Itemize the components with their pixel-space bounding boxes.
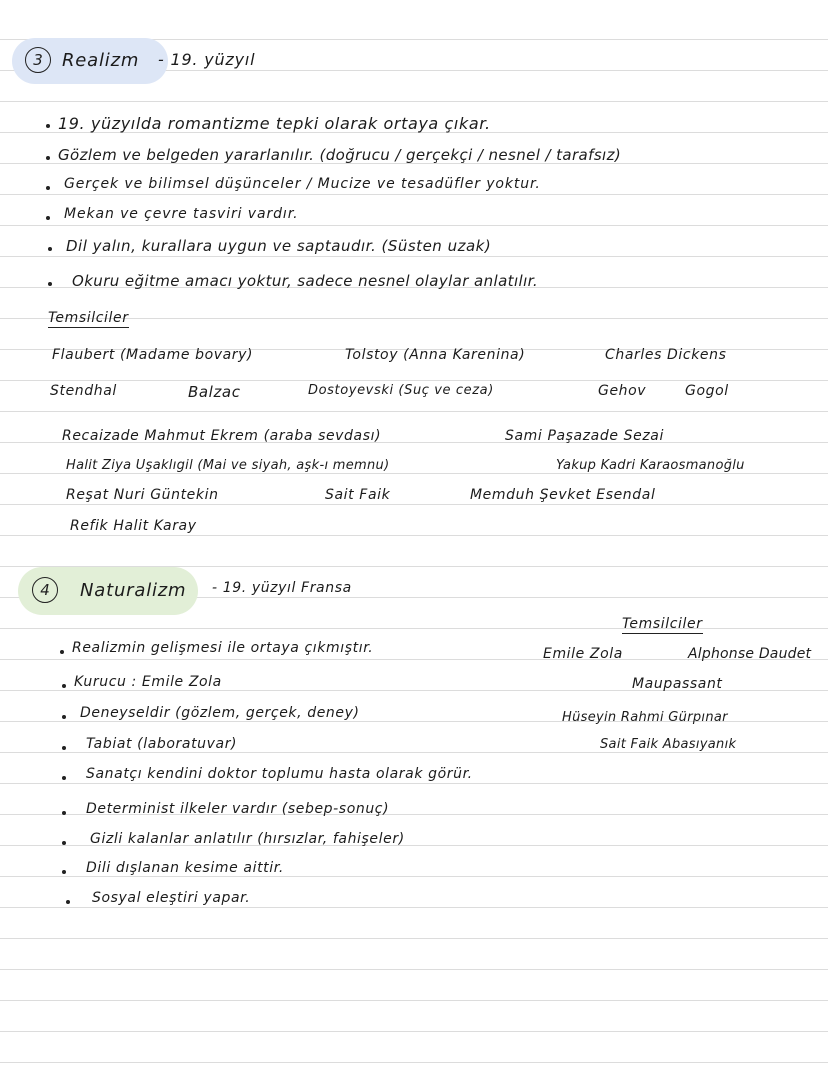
bullet-dot — [48, 247, 52, 251]
section-4-bullet-9: Sosyal eleştiri yapar. — [92, 890, 251, 906]
representative: Recaizade Mahmut Ekrem (araba sevdası) — [62, 428, 382, 444]
representative: Refik Halit Karay — [70, 518, 197, 534]
section-3-bullet-4: Mekan ve çevre tasviri vardır. — [64, 206, 299, 222]
section-3-bullet-2: Gözlem ve belgeden yararlanılır. (doğrucu / gerçekçi / nesnel / tarafsız) — [58, 146, 622, 164]
bullet-dot — [62, 684, 66, 688]
section-4-bullet-2: Kurucu : Emile Zola — [74, 674, 222, 690]
representative: Charles Dickens — [605, 347, 727, 363]
bullet-dot — [62, 841, 66, 845]
section-4-representatives-heading: Temsilciler — [622, 616, 703, 632]
section-4-subtitle: - 19. yüzyıl Fransa — [212, 580, 352, 596]
section-4-bullet-5: Sanatçı kendini doktor toplumu hasta olarak görür. — [86, 766, 473, 782]
section-3-bullet-1: 19. yüzyılda romantizme tepki olarak ortaya çıkar. — [58, 114, 491, 133]
bullet-dot — [62, 715, 66, 719]
section-3-subtitle: - 19. yüzyıl — [158, 50, 256, 69]
section-3-bullet-6: Okuru eğitme amacı yoktur, sadece nesnel olaylar anlatılır. — [72, 272, 539, 290]
representative: Sami Paşazade Sezai — [505, 428, 664, 444]
representative: Alphonse Daudet — [688, 646, 812, 662]
bullet-dot — [62, 776, 66, 780]
bullet-dot — [60, 650, 64, 654]
bullet-dot — [62, 746, 66, 750]
section-4-bullet-4: Tabiat (laboratuvar) — [86, 736, 238, 752]
bullet-dot — [46, 124, 50, 128]
bullet-dot — [46, 156, 50, 160]
section-3-title: Realizm — [62, 50, 140, 71]
section-4-bullet-3: Deneyseldir (gözlem, gerçek, deney) — [80, 705, 360, 721]
section-4-number: 4 — [32, 577, 58, 603]
representative: Sait Faik Abasıyanık — [600, 737, 737, 752]
section-3-bullet-3: Gerçek ve bilimsel düşünceler / Mucize ve tesadüfler yoktur. — [64, 176, 541, 192]
bullet-dot — [48, 282, 52, 286]
representative: Gogol — [685, 383, 729, 399]
bullet-dot — [66, 900, 70, 904]
bullet-dot — [46, 216, 50, 220]
representative: Stendhal — [50, 383, 117, 399]
section-3-number: 3 — [25, 47, 51, 73]
representative: Gehov — [598, 383, 647, 399]
section-3-bullet-5: Dil yalın, kurallara uygun ve saptaudır. (Süsten uzak) — [66, 237, 492, 255]
section-4-title: Naturalizm — [80, 580, 187, 601]
bullet-dot — [46, 186, 50, 190]
bullet-dot — [62, 811, 66, 815]
representative: Maupassant — [632, 676, 723, 692]
representative: Sait Faik — [325, 487, 391, 503]
section-4-bullet-8: Dili dışlanan kesime aittir. — [86, 860, 284, 876]
representative: Flaubert (Madame bovary) — [52, 347, 254, 363]
representative: Balzac — [188, 383, 241, 401]
representative: Emile Zola — [543, 646, 623, 662]
representative: Tolstoy (Anna Karenina) — [345, 347, 526, 363]
bullet-dot — [62, 870, 66, 874]
section-4-bullet-6: Determinist ilkeler vardır (sebep-sonuç) — [86, 801, 390, 817]
representative: Memduh Şevket Esendal — [470, 487, 656, 503]
representative: Dostoyevski (Suç ve ceza) — [308, 383, 494, 398]
representative: Halit Ziya Uşaklıgil (Mai ve siyah, aşk-ı memnu) — [66, 458, 390, 473]
section-4-bullet-1: Realizmin gelişmesi ile ortaya çıkmıştır. — [72, 640, 374, 656]
section-3-representatives-heading: Temsilciler — [48, 310, 129, 326]
section-4-bullet-7: Gizli kalanlar anlatılır (hırsızlar, fahişeler) — [90, 831, 405, 847]
representative: Yakup Kadri Karaosmanoğlu — [556, 458, 745, 473]
representative: Hüseyin Rahmi Gürpınar — [562, 710, 728, 725]
representative: Reşat Nuri Güntekin — [66, 487, 219, 503]
